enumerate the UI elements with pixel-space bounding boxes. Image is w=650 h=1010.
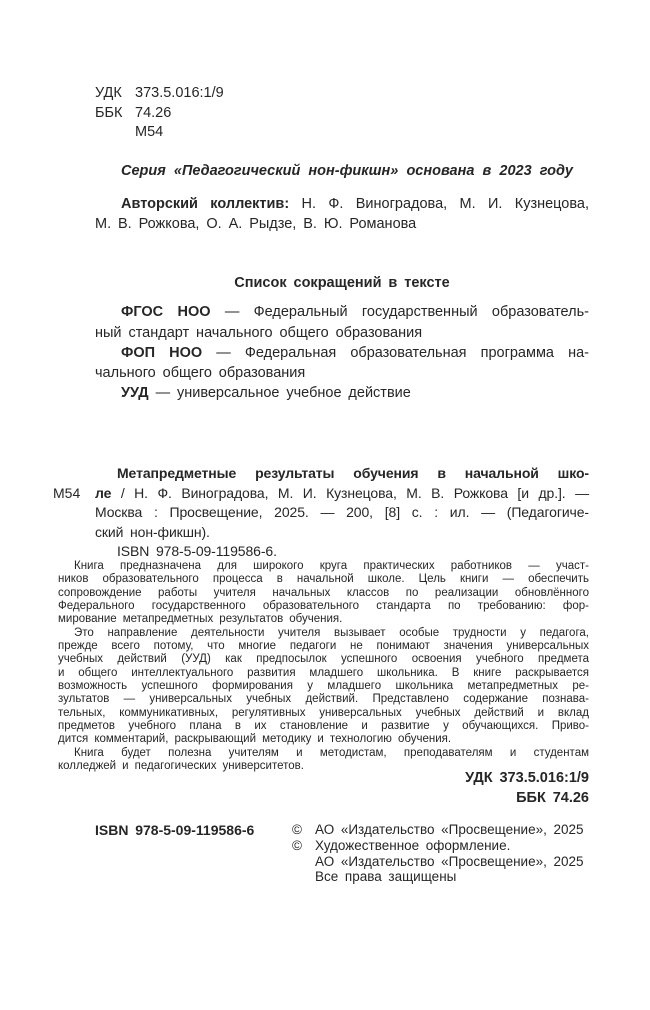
m54-line [95, 123, 224, 143]
copyright-text-2: Художественное оформление. [315, 837, 511, 853]
copyright-indent [292, 854, 315, 870]
bbk-bottom: ББК 74.26 [516, 789, 589, 806]
annotation-line: ников образовательного процесса в начальной школе. Цель книги — обеспечить [58, 573, 589, 586]
bib-isbn-line: ISBN 978-5-09-119586-6. [117, 543, 277, 560]
bib-title-tail: ле [95, 484, 112, 501]
bottom-codes-block [465, 769, 589, 808]
authors-line-1 [95, 194, 589, 214]
copyright-icon: © [292, 822, 302, 837]
annotation-block [58, 560, 589, 774]
bib-margin-code: М54 [53, 484, 81, 501]
annotation-line: и общего интеллектуального развития младшего школьника. В книге раскрывается [58, 666, 589, 679]
abbr-term-uud: УУД [121, 385, 149, 402]
annotation-paragraph-1 [58, 560, 589, 627]
m54-value: М54 [135, 124, 164, 140]
bib-line-3: Москва : Просвещение, 2025. — 200, [8] с. : ил. — (Педагогиче- [95, 504, 589, 521]
copyright-row-3 [292, 854, 584, 870]
abbr-def-fgos-1: — Федеральный государственный образователь- [224, 304, 589, 321]
annotation-line: Это направление деятельности учителя вызывает особые трудности у педагога, [74, 626, 589, 639]
copyright-row-2 [292, 838, 584, 854]
copyright-text-3: АО «Издательство «Просвещение», 2025 [315, 853, 584, 869]
copyright-row-1 [292, 822, 584, 838]
abbr-def-uud: — универсальное учебное действие [155, 385, 411, 402]
annotation-line: прежде всего потому, что многие педагоги не понимают значения универсальных [58, 640, 589, 653]
annotation-line: мирование метапредметных результатов обучения. [58, 613, 343, 626]
udk-value: 373.5.016:1/9 [135, 85, 224, 101]
annotation-line: зультатов — универсальных учебных действий. Представлено содержание познава- [58, 693, 589, 706]
annotation-line: дится комментарий, раскрывающий методику и технологию обучения. [58, 733, 452, 746]
top-codes-block [95, 84, 224, 143]
udk-bottom: УДК 373.5.016:1/9 [465, 770, 589, 786]
copyright-text-4: Все права защищены [315, 869, 457, 885]
annotation-line: тельных, коммуникативных, регулятивных универсальных учебных действий и вклад [58, 706, 589, 719]
abbr-def-fop-1: — Федеральная образовательная программа на- [216, 344, 589, 361]
annotation-line: Книга будет полезна учителям и методистам, преподавателям и студентам [74, 746, 589, 759]
copyright-icon: © [292, 837, 302, 853]
abbr-def-fop-2: чального общего образования [95, 365, 306, 382]
footer-isbn: ISBN 978-5-09-119586-6 [95, 822, 255, 838]
copyright-row-4 [292, 869, 584, 885]
annotation-line: сопровождение работы учителя начальных классов по реализации обновлённого [58, 586, 589, 599]
udk-line [95, 84, 224, 104]
annotation-paragraph-2 [58, 627, 589, 747]
bib-line-2 [95, 484, 589, 504]
annotation-line: предметов учебного плана в их становление и развитие у обучающихся. Приво- [58, 720, 589, 733]
abbr-term-fop: ФОП НОО [121, 344, 203, 361]
abbr-def-fgos-2: ный стандарт начального общего образования [95, 324, 423, 341]
abbr-fgos-line-1 [95, 302, 589, 322]
bbk-value: 74.26 [135, 104, 172, 121]
abbreviations-title: Список сокращений в тексте [234, 275, 450, 291]
bib-line-4: ский нон-фикшн). [95, 523, 210, 540]
abbreviations-section [95, 273, 589, 404]
copyright-text-1: АО «Издательство «Просвещение», 2025 [315, 822, 584, 837]
udk-label: УДК [95, 85, 122, 101]
annotation-line: возможность успешного формирования у младшего школьника метапредметных ре- [58, 680, 589, 693]
bibliographic-record [53, 464, 590, 562]
annotation-line: учебных действий (УУД) как предпосылок успешного освоения учебного предмета [58, 653, 589, 666]
abbr-fop-line-1 [95, 343, 589, 363]
bbk-line [95, 104, 224, 124]
bbk-label: ББК [95, 104, 123, 121]
copyright-indent [292, 869, 315, 885]
series-note: Серия «Педагогический нон-фикшн» основана в 2023 году [121, 163, 573, 179]
authors-label: Авторский коллектив: [121, 196, 290, 212]
annotation-line: Федерального государственного образовательного стандарта по требованию: фор- [58, 600, 589, 613]
abbr-uud-line [95, 383, 589, 403]
authors-names-1: Н. Ф. Виноградова, М. И. Кузнецова, [301, 196, 590, 212]
abbr-term-fgos: ФГОС НОО [121, 304, 211, 321]
authors-paragraph [95, 194, 589, 234]
authors-names-2: М. В. Рожкова, О. А. Рыдзе, В. Ю. Романова [95, 216, 417, 232]
bib-title-line: Метапредметные результаты обучения в начальной шко- [117, 465, 589, 481]
annotation-line: Книга предназначена для широкого круга практических работников — участ- [74, 560, 589, 572]
bib-authors: / Н. Ф. Виноградова, М. И. Кузнецова, М. В. Рожкова [и др.]. — [120, 484, 590, 501]
annotation-line: колледжей и педагогических университетов. [58, 760, 304, 773]
copyright-block [292, 822, 584, 885]
